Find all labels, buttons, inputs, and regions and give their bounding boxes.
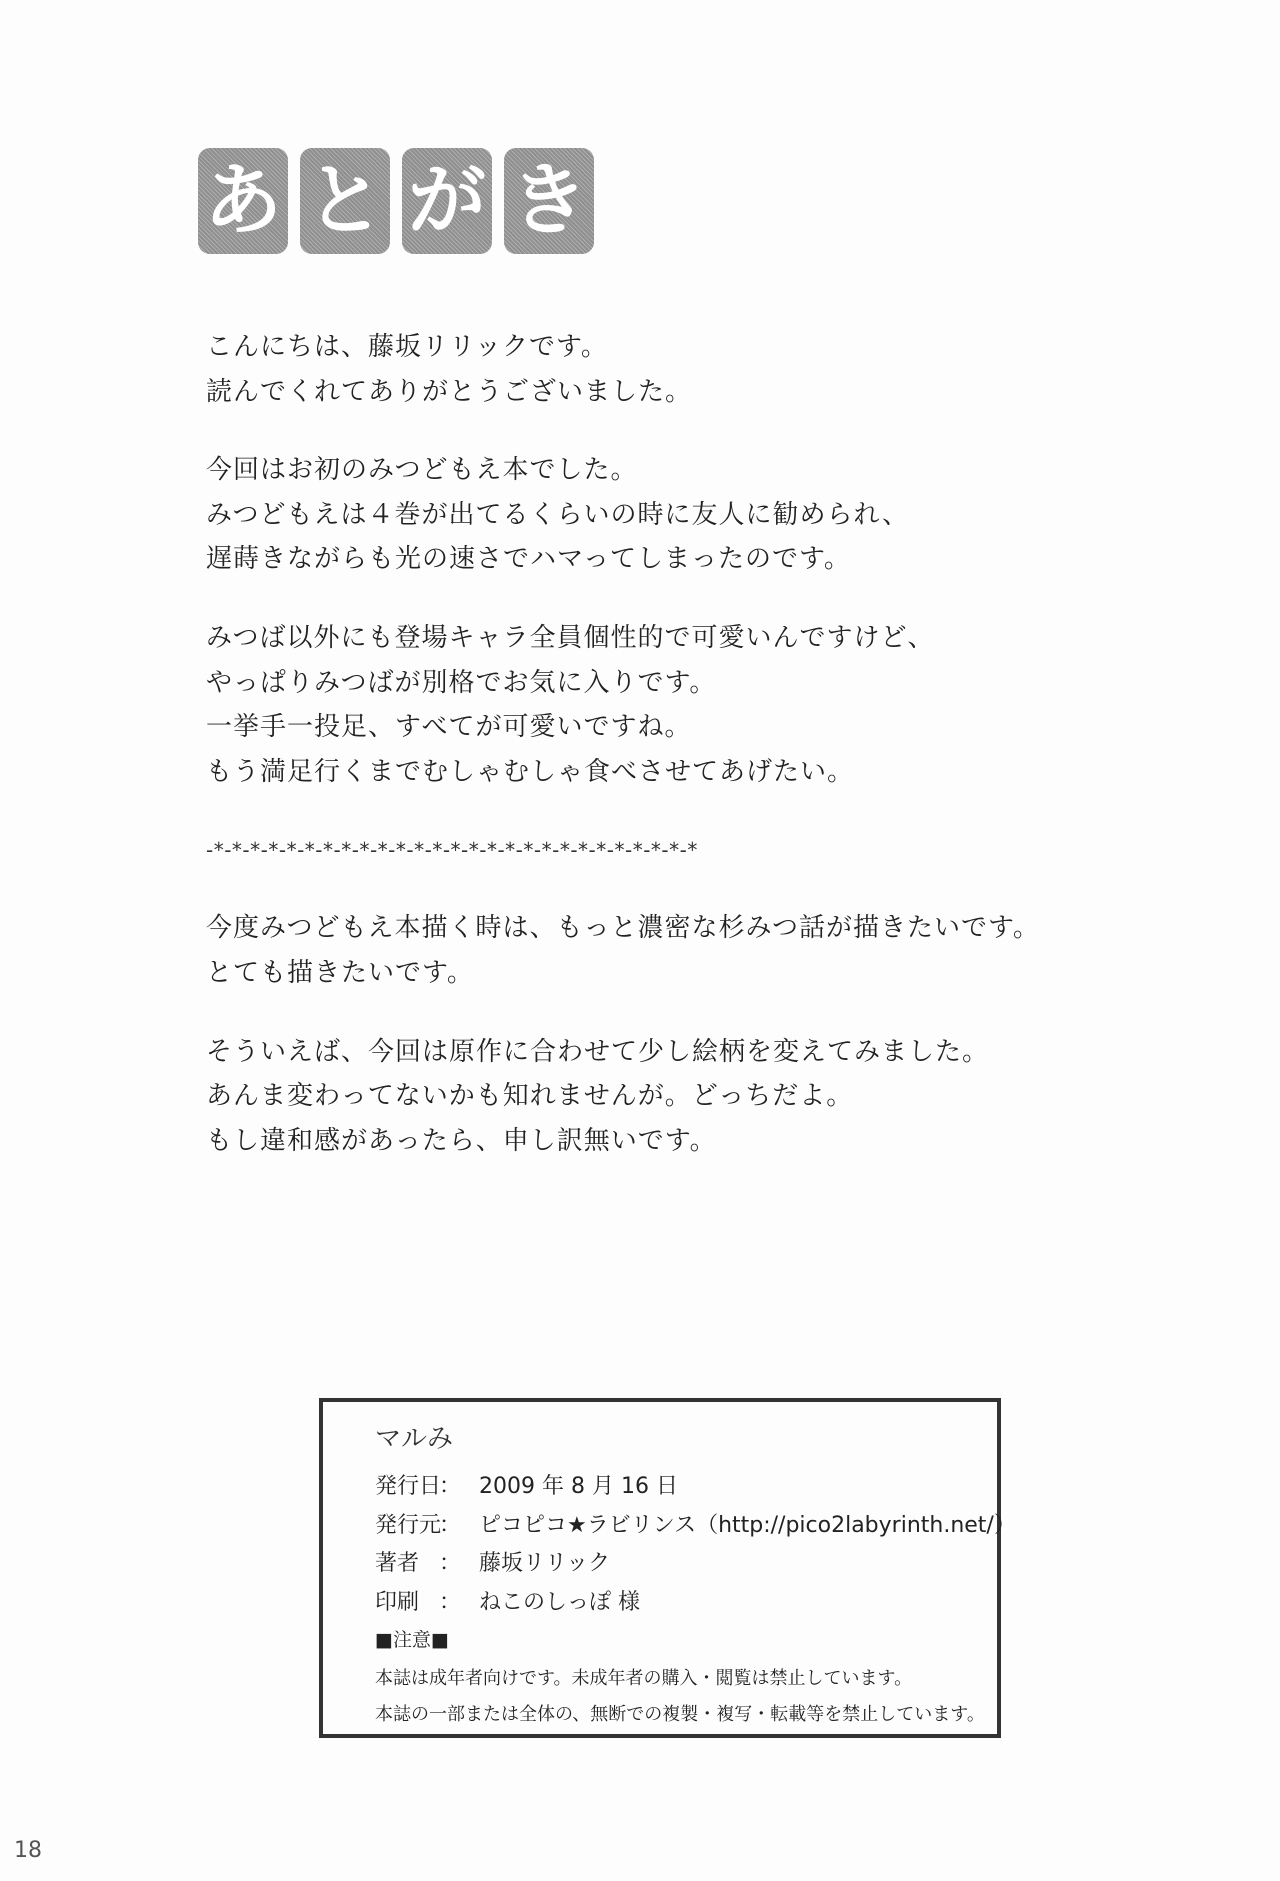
text-line: みつば以外にも登場キャラ全員個性的で可愛いんですけど、 xyxy=(206,622,935,653)
star-divider: -*-*-*-*-*-*-*-*-*-*-*-*-*-*-*-*-*-*-*-*-*-*-*-*-*-*-* xyxy=(206,838,698,863)
notice-heading: ■注意■ xyxy=(375,1629,449,1651)
row-value: 藤坂リリック xyxy=(479,1551,611,1577)
title-char-tile: が xyxy=(402,148,492,254)
colophon-row-printer xyxy=(375,1584,1016,1623)
text-line: 一挙手一投足、すべてが可愛いですね。 xyxy=(206,712,692,743)
notice-line: 本誌の一部または全体の、無断での複製・複写・転載等を禁止しています。 xyxy=(375,1704,985,1725)
text-line: とても描きたいです。 xyxy=(206,957,474,988)
text-line: あんま変わってないかも知れませんが。どっちだよ。 xyxy=(206,1081,854,1112)
colophon-row-author xyxy=(375,1545,1016,1584)
title-char-tile: あ xyxy=(198,148,288,254)
paragraph-greeting xyxy=(206,325,1106,414)
text-line: もし違和感があったら、申し訳無いです。 xyxy=(206,1125,717,1156)
paragraph-intro xyxy=(206,448,1106,582)
afterword-body xyxy=(206,325,1106,1197)
row-value: 2009 年 8 月 16 日 xyxy=(479,1474,678,1499)
row-separator: ： xyxy=(439,1589,462,1615)
row-label: 著者 xyxy=(375,1551,420,1577)
row-label: 印刷 xyxy=(375,1589,420,1615)
colophon-row-publisher xyxy=(375,1507,1016,1546)
row-separator: ： xyxy=(439,1474,462,1499)
notice-line: 本誌は成年者向けです。未成年者の購入・閲覧は禁止しています。 xyxy=(375,1668,913,1689)
colophon-rows xyxy=(375,1468,1016,1622)
row-separator: ： xyxy=(439,1551,462,1577)
colophon-box xyxy=(319,1398,1016,1738)
title-char-tile: と xyxy=(300,148,390,254)
text-line: やっぱりみつばが別格でお気に入りです。 xyxy=(206,667,717,698)
text-line: もう満足行くまでむしゃむしゃ食べさせてあげたい。 xyxy=(206,756,855,787)
paragraph-next xyxy=(206,906,1106,995)
text-line: 今度みつどもえ本描く時は、もっと濃密な杉みつ話が描きたいです。 xyxy=(206,913,1040,944)
colophon-row-date xyxy=(375,1468,1016,1507)
text-line: 今回はお初のみつどもえ本でした。 xyxy=(206,455,638,486)
row-label: 発行日 xyxy=(375,1474,442,1499)
row-separator: ： xyxy=(439,1512,462,1538)
paragraph-characters xyxy=(206,616,1106,794)
text-line: こんにちは、藤坂リリックです。 xyxy=(206,332,608,362)
text-line: そういえば、今回は原作に合わせて少し絵柄を変えてみました。 xyxy=(206,1036,990,1067)
paragraph-art-style xyxy=(206,1030,1106,1164)
row-value: ねこのしっぽ 様 xyxy=(479,1589,640,1615)
book-title: マルみ xyxy=(375,1424,454,1454)
text-line: みつどもえは４巻が出てるくらいの時に友人に勧められ、 xyxy=(206,499,910,530)
text-line: 読んでくれてありがとうございました。 xyxy=(206,376,693,407)
row-value: ピコピコ★ラビリンス（http://pico2labyrinth.net/） xyxy=(479,1512,1016,1538)
afterword-title xyxy=(198,148,594,254)
text-line: 遅蒔きながらも光の速さでハマってしまったのです。 xyxy=(206,544,851,575)
notice-section xyxy=(375,1625,985,1733)
page-number: 18 xyxy=(14,1838,42,1863)
row-label: 発行元 xyxy=(375,1512,442,1538)
title-char-tile: き xyxy=(504,148,594,254)
